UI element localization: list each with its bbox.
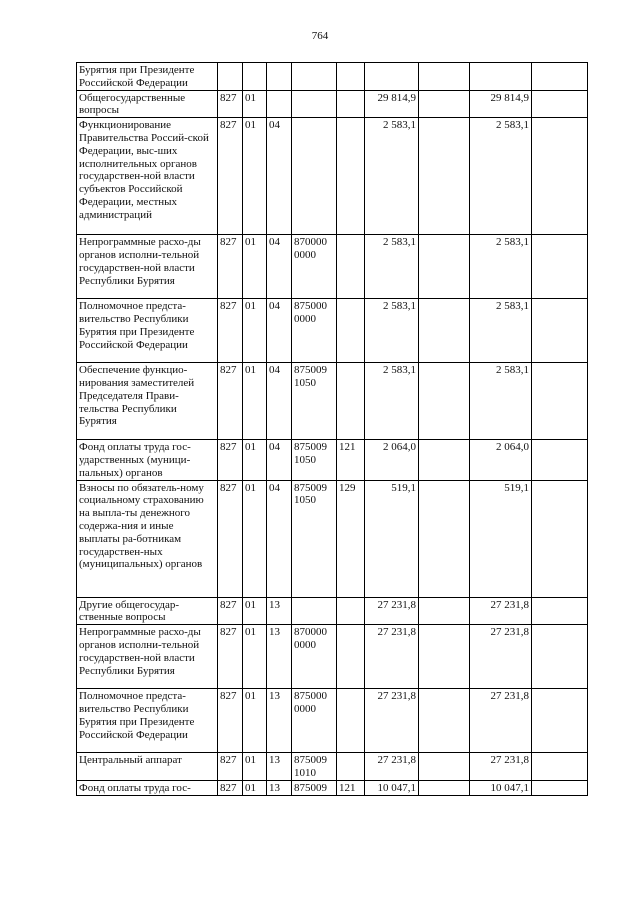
row-section: 01 [243,480,267,597]
row-article [292,363,337,440]
table-row [77,753,588,781]
row-subsection: 13 [267,753,292,781]
row-code: 827 [218,780,243,795]
row-empty-2 [532,480,588,597]
row-subsection: 04 [267,235,292,299]
row-expense-type [337,235,365,299]
row-sum-2: 2 583,1 [470,235,532,299]
row-section: 01 [243,780,267,795]
row-sum-2: 519,1 [470,480,532,597]
row-code: 827 [218,299,243,363]
row-article [292,118,337,235]
row-empty-2 [532,90,588,118]
row-sum-1: 2 583,1 [365,299,419,363]
row-code: 827 [218,235,243,299]
table-row [77,363,588,440]
article-line-2: 0000 [294,702,316,715]
row-expense-type: 121 [337,440,365,480]
row-sum-2: 27 231,8 [470,753,532,781]
row-sum-2 [470,63,532,91]
row-subsection: 04 [267,118,292,235]
row-empty-1 [419,753,470,781]
article-line-1: 875000 [294,300,327,313]
row-expense-type [337,118,365,235]
row-sum-1: 519,1 [365,480,419,597]
row-empty-2 [532,118,588,235]
row-code: 827 [218,597,243,625]
article-line-1: 875009 [294,781,327,794]
row-empty-2 [532,625,588,689]
row-empty-2 [532,753,588,781]
table-row [77,480,588,597]
row-code: 827 [218,90,243,118]
row-section [243,63,267,91]
budget-table [76,62,588,796]
article-line-2: 0000 [294,312,316,325]
row-sum-1: 27 231,8 [365,753,419,781]
row-name: Функционирование Правительства Россий-ской Федерации, выс-ших исполнительных органов государствен-ной власти субъектов Российской Федерации, местных администраций [77,118,218,235]
row-sum-2: 2 583,1 [470,299,532,363]
row-sum-2: 27 231,8 [470,625,532,689]
row-sum-1 [365,63,419,91]
row-expense-type [337,90,365,118]
row-code: 827 [218,118,243,235]
row-empty-2 [532,235,588,299]
row-section: 01 [243,299,267,363]
article-line-1: 875009 [294,754,327,767]
table-row [77,63,588,91]
row-subsection [267,63,292,91]
row-empty-1 [419,480,470,597]
row-article [292,90,337,118]
article-line-1: 870000 [294,626,327,639]
row-code: 827 [218,363,243,440]
row-sum-2: 27 231,8 [470,689,532,753]
row-sum-2: 2 583,1 [470,363,532,440]
row-empty-2 [532,597,588,625]
row-subsection: 13 [267,689,292,753]
row-section: 01 [243,753,267,781]
row-name: Обеспечение функцио-нирования заместителей Председателя Прави-тельства Республики Бурятия [77,363,218,440]
row-sum-2: 27 231,8 [470,597,532,625]
row-article [292,780,337,795]
article-line-2: 1050 [294,494,316,507]
row-article [292,440,337,480]
article-line-2: 0000 [294,638,316,651]
row-code: 827 [218,440,243,480]
row-code: 827 [218,480,243,597]
row-sum-2: 10 047,1 [470,780,532,795]
row-subsection: 13 [267,597,292,625]
row-subsection: 04 [267,440,292,480]
row-sum-1: 27 231,8 [365,597,419,625]
row-empty-1 [419,118,470,235]
article-line-2: 1010 [294,766,316,779]
row-sum-2: 29 814,9 [470,90,532,118]
row-article [292,235,337,299]
row-sum-1: 27 231,8 [365,689,419,753]
row-section: 01 [243,597,267,625]
row-expense-type [337,597,365,625]
row-empty-2 [532,440,588,480]
row-article [292,753,337,781]
row-name: Общегосударственные вопросы [77,90,218,118]
row-section: 01 [243,118,267,235]
article-line-1: 875000 [294,690,327,703]
row-section: 01 [243,90,267,118]
table-row [77,118,588,235]
row-expense-type [337,63,365,91]
row-sum-1: 2 583,1 [365,363,419,440]
table-row [77,235,588,299]
row-empty-1 [419,63,470,91]
row-name: Фонд оплаты труда гос-ударственных (муници-пальных) органов [77,440,218,480]
row-sum-1: 10 047,1 [365,780,419,795]
row-subsection: 13 [267,780,292,795]
row-article [292,63,337,91]
row-empty-2 [532,689,588,753]
article-line-1: 870000 [294,236,327,249]
row-section: 01 [243,363,267,440]
table-row [77,90,588,118]
row-empty-1 [419,440,470,480]
table-row [77,597,588,625]
row-name: Бурятия при Президенте Российской Федерации [77,63,218,91]
row-sum-1: 2 064,0 [365,440,419,480]
article-line-2: 1050 [294,453,316,466]
row-expense-type [337,753,365,781]
row-subsection: 04 [267,299,292,363]
row-expense-type: 121 [337,780,365,795]
row-article [292,597,337,625]
row-article [292,299,337,363]
row-name: Взносы по обязатель-ному социальному страхованию на выпла-ты денежного содержа-ния и иные выплаты ра-ботникам государствен-ных (муниципальных) органов [77,480,218,597]
row-subsection: 04 [267,480,292,597]
article-line-2: 1050 [294,376,316,389]
article-line-1: 875009 [294,481,327,494]
row-subsection: 13 [267,625,292,689]
row-sum-2: 2 583,1 [470,118,532,235]
row-empty-1 [419,597,470,625]
row-article [292,689,337,753]
row-name: Полномочное предста-вительство Республики Бурятия при Президенте Российской Федерации [77,689,218,753]
row-name: Фонд оплаты труда гос- [77,780,218,795]
row-section: 01 [243,235,267,299]
row-empty-2 [532,363,588,440]
row-section: 01 [243,689,267,753]
row-empty-2 [532,299,588,363]
row-name: Другие общегосудар-ственные вопросы [77,597,218,625]
row-name: Центральный аппарат [77,753,218,781]
row-empty-1 [419,90,470,118]
row-article [292,625,337,689]
row-code: 827 [218,753,243,781]
row-subsection: 04 [267,363,292,440]
row-name: Полномочное предста-вительство Республики Бурятия при Президенте Российской Федерации [77,299,218,363]
row-subsection [267,90,292,118]
row-article [292,480,337,597]
row-section: 01 [243,625,267,689]
table-row [77,625,588,689]
row-empty-1 [419,235,470,299]
row-empty-1 [419,363,470,440]
row-empty-2 [532,63,588,91]
row-sum-1: 2 583,1 [365,118,419,235]
table-row [77,299,588,363]
row-empty-1 [419,625,470,689]
table-row [77,440,588,480]
row-empty-2 [532,780,588,795]
row-sum-1: 2 583,1 [365,235,419,299]
row-name: Непрограммные расхо-ды органов исполни-тельной государствен-ной власти Республики Бурятия [77,625,218,689]
table-row [77,689,588,753]
page-number: 764 [311,30,329,42]
row-expense-type [337,363,365,440]
article-line-1: 875009 [294,441,327,454]
row-sum-1: 27 231,8 [365,625,419,689]
row-expense-type: 129 [337,480,365,597]
row-empty-1 [419,780,470,795]
article-line-1: 875009 [294,364,327,377]
row-section: 01 [243,440,267,480]
table-row [77,780,588,795]
row-empty-1 [419,689,470,753]
row-sum-2: 2 064,0 [470,440,532,480]
row-code: 827 [218,689,243,753]
article-line-2: 0000 [294,248,316,261]
row-expense-type [337,689,365,753]
row-empty-1 [419,299,470,363]
row-expense-type [337,299,365,363]
row-code: 827 [218,625,243,689]
row-name: Непрограммные расхо-ды органов исполни-тельной государствен-ной власти Республики Бурятия [77,235,218,299]
row-code [218,63,243,91]
row-sum-1: 29 814,9 [365,90,419,118]
row-expense-type [337,625,365,689]
